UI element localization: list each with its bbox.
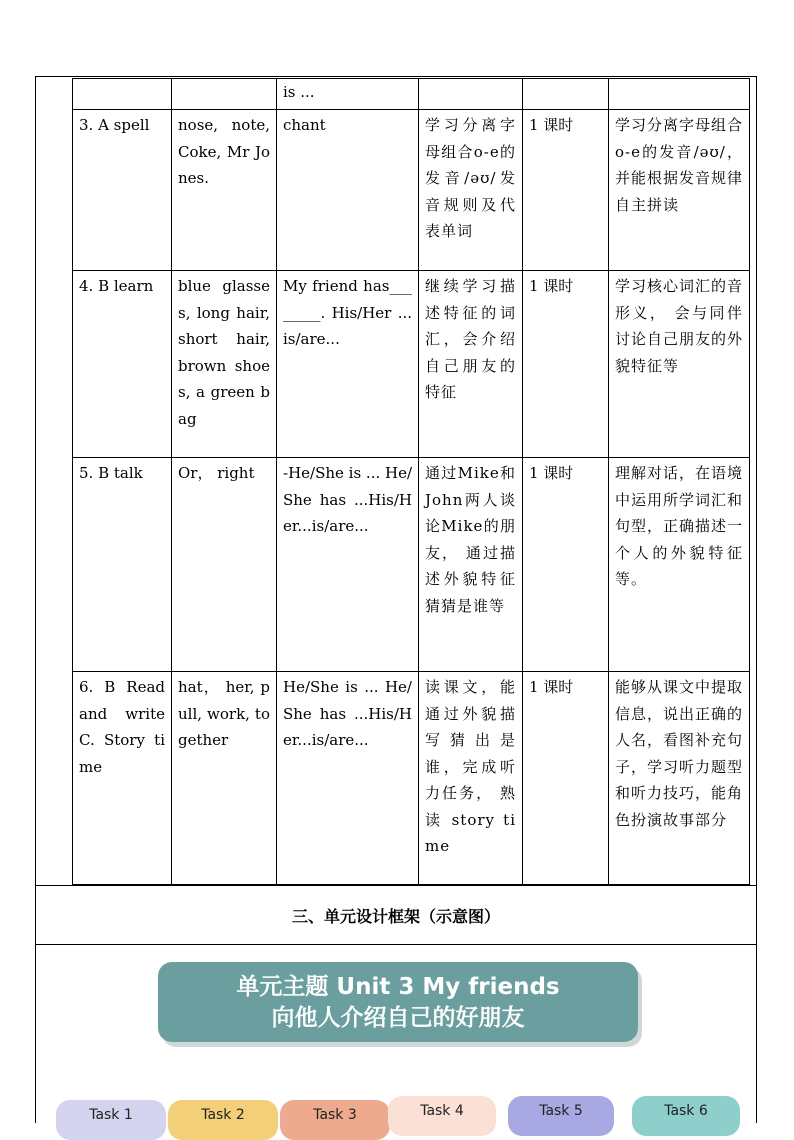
target-cell: 学习分离字母组合o-e的发音/əʊ/，并能根据发音规律自主拼读 [609,110,750,271]
words-cell: hat， her, pull, work, together [172,672,277,885]
lesson-cell: 5. B talk [73,458,172,672]
task-label: Task 6 [664,1103,708,1119]
target-cell [609,79,750,110]
task-label: Task 2 [201,1107,245,1123]
target-cell: 学习核心词汇的音形义， 会与同伴讨论自己朋友的外貌特征等 [609,271,750,458]
task-box-3 [280,1100,390,1140]
goal-cell: 通过Mike和John两人谈论Mike的朋友， 通过描述外貌特征猜猜是谁等 [419,458,523,672]
table-row [73,110,750,271]
goal-cell: 读课文，能通过外貌描写猜出是谁，完成听力任务， 熟读 story time [419,672,523,885]
table-row [73,79,750,110]
words-cell: nose, note, Coke, Mr Jones. [172,110,277,271]
lesson-cell: 6. B Read and write C. Story time [73,672,172,885]
theme-subtitle: 向他人介绍自己的好朋友 [271,1005,525,1031]
unit-theme-box [158,962,638,1042]
task-box-1 [56,1100,166,1140]
task-box-6 [632,1096,740,1136]
table-row [73,271,750,458]
task-box-2 [168,1100,278,1140]
task-label: Task 5 [539,1103,583,1119]
task-label: Task 3 [313,1107,357,1123]
divider [35,944,757,945]
target-cell: 能够从课文中提取信息，说出正确的人名，看图补充句子，学习听力题型和听力技巧，能角色扮演故事部分 [609,672,750,885]
sentences-cell: is ... [277,79,419,110]
table-row [73,458,750,672]
sentences-cell: -He/She is ... He/She has ...His/Her...is/are... [277,458,419,672]
task-box-4 [388,1096,496,1136]
section-title: 三、单元设计框架（示意图） [291,907,500,926]
sentences-cell: He/She is ... He/She has ...His/Her...is/are... [277,672,419,885]
period-cell: 1 课时 [523,458,609,672]
words-cell: blue glasses, long hair, short hair, brown shoes, a green bag [172,271,277,458]
table-row [73,672,750,885]
period-cell: 1 课时 [523,110,609,271]
divider [35,885,757,886]
task-label: Task 4 [420,1103,464,1119]
lesson-table [72,78,750,885]
goal-cell [419,79,523,110]
sentences-cell: chant [277,110,419,271]
period-cell: 1 课时 [523,672,609,885]
target-cell: 理解对话，在语境中运用所学词汇和句型，正确描述一个人的外貌特征等。 [609,458,750,672]
lesson-cell: 4. B learn [73,271,172,458]
goal-cell: 学习分离字母组合o-e的发音/əʊ/发音规则及代表单词 [419,110,523,271]
goal-cell: 继续学习描述特征的词汇，会介绍自己朋友的特征 [419,271,523,458]
task-box-5 [508,1096,614,1136]
words-cell: Or， right [172,458,277,672]
task-label: Task 1 [89,1107,133,1123]
period-cell: 1 课时 [523,271,609,458]
lesson-cell [73,79,172,110]
theme-title: 单元主题 Unit 3 My friends [236,974,560,1000]
sentences-cell: My friend has________. His/Her ...is/are... [277,271,419,458]
words-cell [172,79,277,110]
lesson-cell: 3. A spell [73,110,172,271]
period-cell [523,79,609,110]
